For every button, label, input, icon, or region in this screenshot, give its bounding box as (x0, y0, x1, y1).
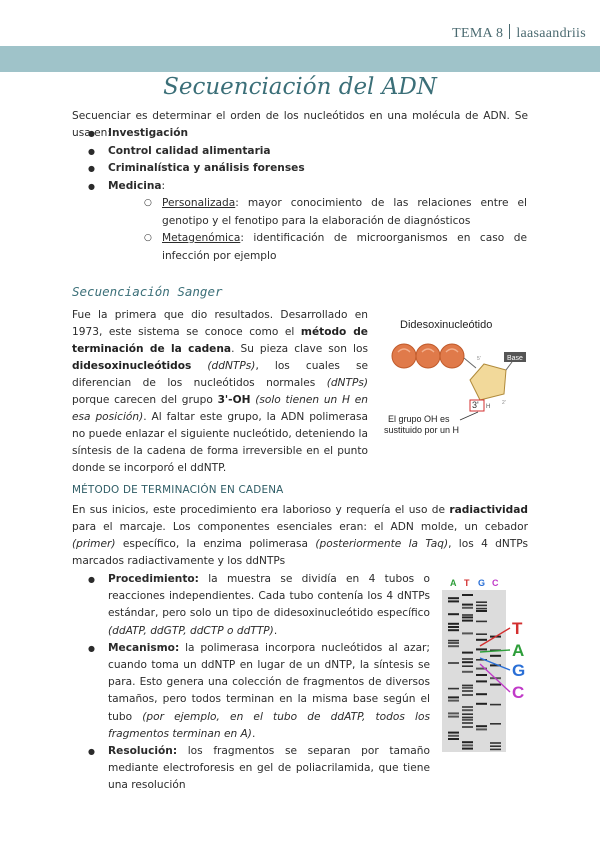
gel-band (476, 608, 487, 610)
gel-band (462, 709, 473, 711)
gel-band (476, 703, 487, 705)
gel-band (448, 629, 459, 631)
figure-caption-line-2: sustituido por un H (384, 425, 460, 435)
page-title: Secuenciación del ADN (163, 74, 437, 100)
gel-band (462, 632, 473, 634)
gel-band (462, 620, 473, 622)
gel-band (462, 614, 473, 616)
gel-band (448, 645, 459, 647)
dideoxynucleotide-figure (382, 312, 532, 442)
gel-band (476, 633, 487, 635)
gel-band (448, 712, 459, 714)
gel-band (462, 690, 473, 692)
base-label: Base (507, 355, 523, 362)
gel-band (476, 605, 487, 607)
sanger-paragraph: Fue la primera que dio resultados. Desarrollado en 1973, este sistema se conoce como el método de terminación de la cadena. Su pieza clave son los didesoxinucleótidos (ddNTPs), los cuales se diferencian de los nucleótidos normales (dNTPs) porque carecen del grupo 3'-OH (solo tienen un H en esa posición). Al faltar este grupo, la ADN polimerasa no puede enlazar el siguiente nucleótido, deteniendo la síntesis de la cadena de forma irreversible en el punto donde se incorporó el ddNTP. (72, 309, 369, 474)
author-label: laasaandriis (516, 26, 586, 41)
gel-band (448, 597, 459, 599)
lane-label: C (492, 578, 499, 588)
section-heading-metodo: MÉTODO DE TERMINACIÓN EN CADENA (72, 484, 284, 496)
gel-band (462, 658, 473, 660)
intro-paragraph: Secuenciar es determinar el orden de los nucleótidos en una molécula de ADN. Se usa en: (72, 110, 528, 139)
gel-band (462, 713, 473, 715)
metodo-paragraph: En sus inicios, este procedimiento era laborioso y requería el uso de radiactividad para el marcaje. Los componentes esenciales eran: el ADN molde, un cebador (primer) específico, la enzima polimerasa (posteriormente la Taq), los 4 dNTPs marcados radiactivamente y los ddNTPs (72, 504, 528, 567)
gel-band (448, 662, 459, 664)
list-item: ● Investigación (88, 125, 527, 143)
list-item: ● Resolución: los fragmentos se separan por tamaño mediante electroforesis en gel de poliacrilamida, que tiene una resolución (88, 743, 430, 795)
gel-band (448, 600, 459, 602)
gel-band (462, 748, 473, 750)
gel-band (462, 687, 473, 689)
gel-band (462, 741, 473, 743)
gel-band (490, 745, 501, 747)
gel-band (462, 661, 473, 663)
header-band (0, 46, 600, 72)
gel-band (462, 706, 473, 708)
gel-band (476, 728, 487, 730)
gel-band (490, 655, 501, 657)
gel-band (462, 671, 473, 673)
gel-band (490, 749, 501, 751)
lane-label: G (478, 578, 486, 588)
figure-title: Didesoxinucleótido (400, 319, 493, 331)
figure-caption-line-1: El grupo OH es (388, 414, 450, 424)
gel-band (476, 725, 487, 727)
gel-band (448, 700, 459, 702)
gel-band (448, 640, 459, 642)
header-text (452, 24, 586, 42)
svg-text:5': 5' (477, 356, 481, 362)
gel-band (462, 694, 473, 696)
gel-band (462, 722, 473, 724)
medicina-sublist (108, 195, 527, 265)
gel-band (476, 648, 487, 650)
section-heading-sanger: Secuenciación Sanger (72, 284, 223, 299)
gel-band (476, 610, 487, 612)
callout-letter: C (512, 683, 525, 702)
gel-band (462, 717, 473, 719)
list-item: ● Mecanismo: la polimerasa incorpora nucleótidos al azar; cuando toma un ddNTP en lugar de un dNTP, la síntesis se para. Esto genera una colección de fragmentos de diversos tamaños, pero todos terminan en la misma base según el tubo (por ejemplo, en el tubo de ddATP, todos los fragmentos terminan en A). (88, 640, 430, 743)
gel-band (490, 723, 501, 725)
header-separator (509, 24, 510, 39)
lane-label: A (450, 578, 457, 588)
gel-band (476, 639, 487, 641)
gel-band (448, 696, 459, 698)
svg-text:H: H (486, 404, 491, 410)
list-item: ● Criminalística y análisis forenses (88, 160, 527, 178)
gel-band (462, 607, 473, 609)
gel-band (462, 616, 473, 618)
gel-band (448, 688, 459, 690)
callout-letter: G (512, 661, 526, 680)
gel-band (448, 735, 459, 737)
uses-list (88, 125, 527, 265)
lane-label: T (464, 578, 470, 588)
position-label: 3' (472, 400, 479, 410)
gel-band (476, 601, 487, 603)
gel-band (476, 674, 487, 676)
gel-band (462, 744, 473, 746)
topic-label: TEMA 8 (452, 26, 504, 41)
gel-band (448, 738, 459, 740)
procedure-list (88, 571, 430, 795)
list-item: ○ Metagenómica: identificación de microorganismos en caso de infección por ejemplo (144, 230, 527, 265)
gel-band (448, 623, 459, 625)
list-item: ● Procedimiento: la muestra se dividía en 4 tubos o reacciones independientes. Cada tubo contenía los 4 dNTPs estándar, pero solo un tipo de didesoxinucleótido específico (ddATP, ddGTP, ddCTP o ddTTP). (88, 571, 430, 640)
gel-band (462, 685, 473, 687)
sugar-pentagon (470, 364, 506, 400)
gel-band (462, 719, 473, 721)
sequencing-gel-image (440, 576, 532, 752)
svg-text:2': 2' (502, 400, 506, 406)
callout-letter: T (512, 619, 523, 638)
gel-band (490, 684, 501, 686)
gel-band (462, 726, 473, 728)
gel-band (490, 742, 501, 744)
callout-letter: A (512, 641, 525, 660)
gel-band (448, 626, 459, 628)
gel-band (476, 621, 487, 623)
gel-band (476, 680, 487, 682)
list-item: ● Medicina: ○ Personalizada: mayor conocimiento de las relaciones entre el genotipo y el fenotipo para la elaboración de diagnósticos ○ Metagenómica: identificación de microorganismos en caso de infección por ejemplo (88, 178, 527, 266)
gel-band (462, 594, 473, 596)
gel-band (448, 642, 459, 644)
gel-band (462, 652, 473, 654)
gel-band (476, 693, 487, 695)
list-item: ○ Personalizada: mayor conocimiento de las relaciones entre el genotipo y el fenotipo para la elaboración de diagnósticos (144, 195, 527, 230)
gel-band (490, 704, 501, 706)
list-item: ● Control calidad alimentaria (88, 143, 527, 161)
gel-band (448, 732, 459, 734)
gel-band (462, 665, 473, 667)
gel-band (462, 604, 473, 606)
gel-band (448, 716, 459, 718)
gel-band (448, 613, 459, 615)
